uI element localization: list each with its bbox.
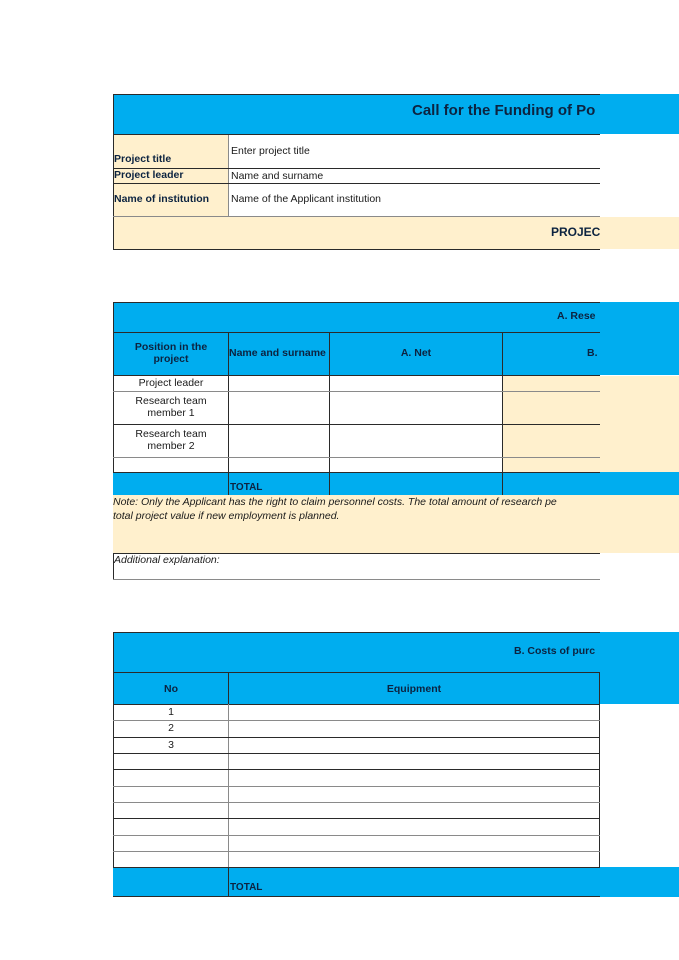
- page-title: Call for the Funding of Po: [412, 102, 596, 119]
- equipment-cell[interactable]: [230, 787, 599, 802]
- total-top-border: [113, 472, 600, 473]
- col-header-net: A. Net: [400, 347, 432, 359]
- equipment-cell[interactable]: [230, 705, 599, 720]
- col-divider: [329, 472, 330, 495]
- personnel-top-border: [113, 302, 600, 303]
- institution-label: Name of institution: [114, 193, 210, 205]
- col-header-name: Name and surname: [229, 347, 326, 359]
- project-leader-label: Project leader: [114, 169, 184, 181]
- equipment-cell[interactable]: [230, 819, 599, 834]
- net-cell[interactable]: [330, 376, 502, 391]
- position-cell: Research team member 1: [135, 395, 207, 419]
- institution-input[interactable]: Name of the Applicant institution: [231, 193, 382, 205]
- additional-explanation-label: Additional explanation:: [114, 554, 220, 566]
- personnel-total-label: TOTAL: [230, 482, 263, 493]
- name-cell[interactable]: [229, 376, 329, 391]
- project-title-input[interactable]: Enter project title: [231, 145, 310, 157]
- total-top-border: [113, 867, 600, 868]
- personnel-subheader-border: [113, 332, 600, 333]
- col-divider: [228, 867, 229, 897]
- col-divider: [228, 472, 229, 495]
- net-cell[interactable]: [330, 458, 502, 472]
- name-cell[interactable]: [229, 392, 329, 424]
- row-divider: [113, 183, 600, 184]
- note-text-line1: Note: Only the Applicant has the right to claim personnel costs. The total amount of research pe: [113, 496, 557, 508]
- equipment-no-cell: 2: [168, 722, 174, 734]
- col-header-no: No: [164, 683, 178, 695]
- equipment-no-cell: 1: [168, 706, 174, 718]
- equipment-cell[interactable]: [230, 852, 599, 867]
- equipment-top-border: [113, 632, 600, 633]
- equipment-cell[interactable]: [230, 770, 599, 785]
- col-divider: [502, 472, 503, 495]
- row-divider: [113, 168, 600, 169]
- info-column-divider: [228, 135, 229, 217]
- position-cell: Research team member 2: [135, 428, 207, 452]
- project-title-label: Project title: [114, 153, 172, 165]
- equipment-no-cell: 3: [168, 739, 174, 751]
- equipment-bottom-border: [113, 896, 600, 897]
- position-cell: Project leader: [138, 377, 204, 389]
- header-top-border: [113, 94, 600, 95]
- explanation-bottom-border: [113, 579, 600, 580]
- name-cell[interactable]: [229, 458, 329, 472]
- equipment-section-title: B. Costs of purc: [514, 645, 596, 657]
- net-cell[interactable]: [330, 425, 502, 457]
- equipment-subheader-border: [113, 672, 600, 673]
- project-section-label: PROJEC: [551, 225, 600, 239]
- equipment-cell[interactable]: [230, 803, 599, 818]
- equipment-cell[interactable]: [230, 836, 599, 851]
- equipment-cell[interactable]: [230, 721, 599, 736]
- net-cell[interactable]: [330, 392, 502, 424]
- additional-explanation-input[interactable]: [114, 554, 600, 579]
- col-header-position: Position in the project: [134, 341, 208, 365]
- equipment-cell[interactable]: [230, 754, 599, 769]
- equipment-total-row: [113, 867, 679, 897]
- col-header-equipment: Equipment: [386, 683, 442, 695]
- note-text-line2: total project value if new employment is planned.: [113, 510, 340, 522]
- personnel-section-title: A. Rese: [557, 310, 596, 322]
- col-header-b: B.: [587, 347, 598, 359]
- info-bottom-border: [113, 249, 600, 250]
- name-cell[interactable]: [229, 425, 329, 457]
- equipment-cell[interactable]: [230, 738, 599, 753]
- personnel-total-row: [113, 472, 679, 495]
- equipment-total-label: TOTAL: [230, 882, 263, 893]
- project-leader-input[interactable]: Name and surname: [231, 170, 324, 182]
